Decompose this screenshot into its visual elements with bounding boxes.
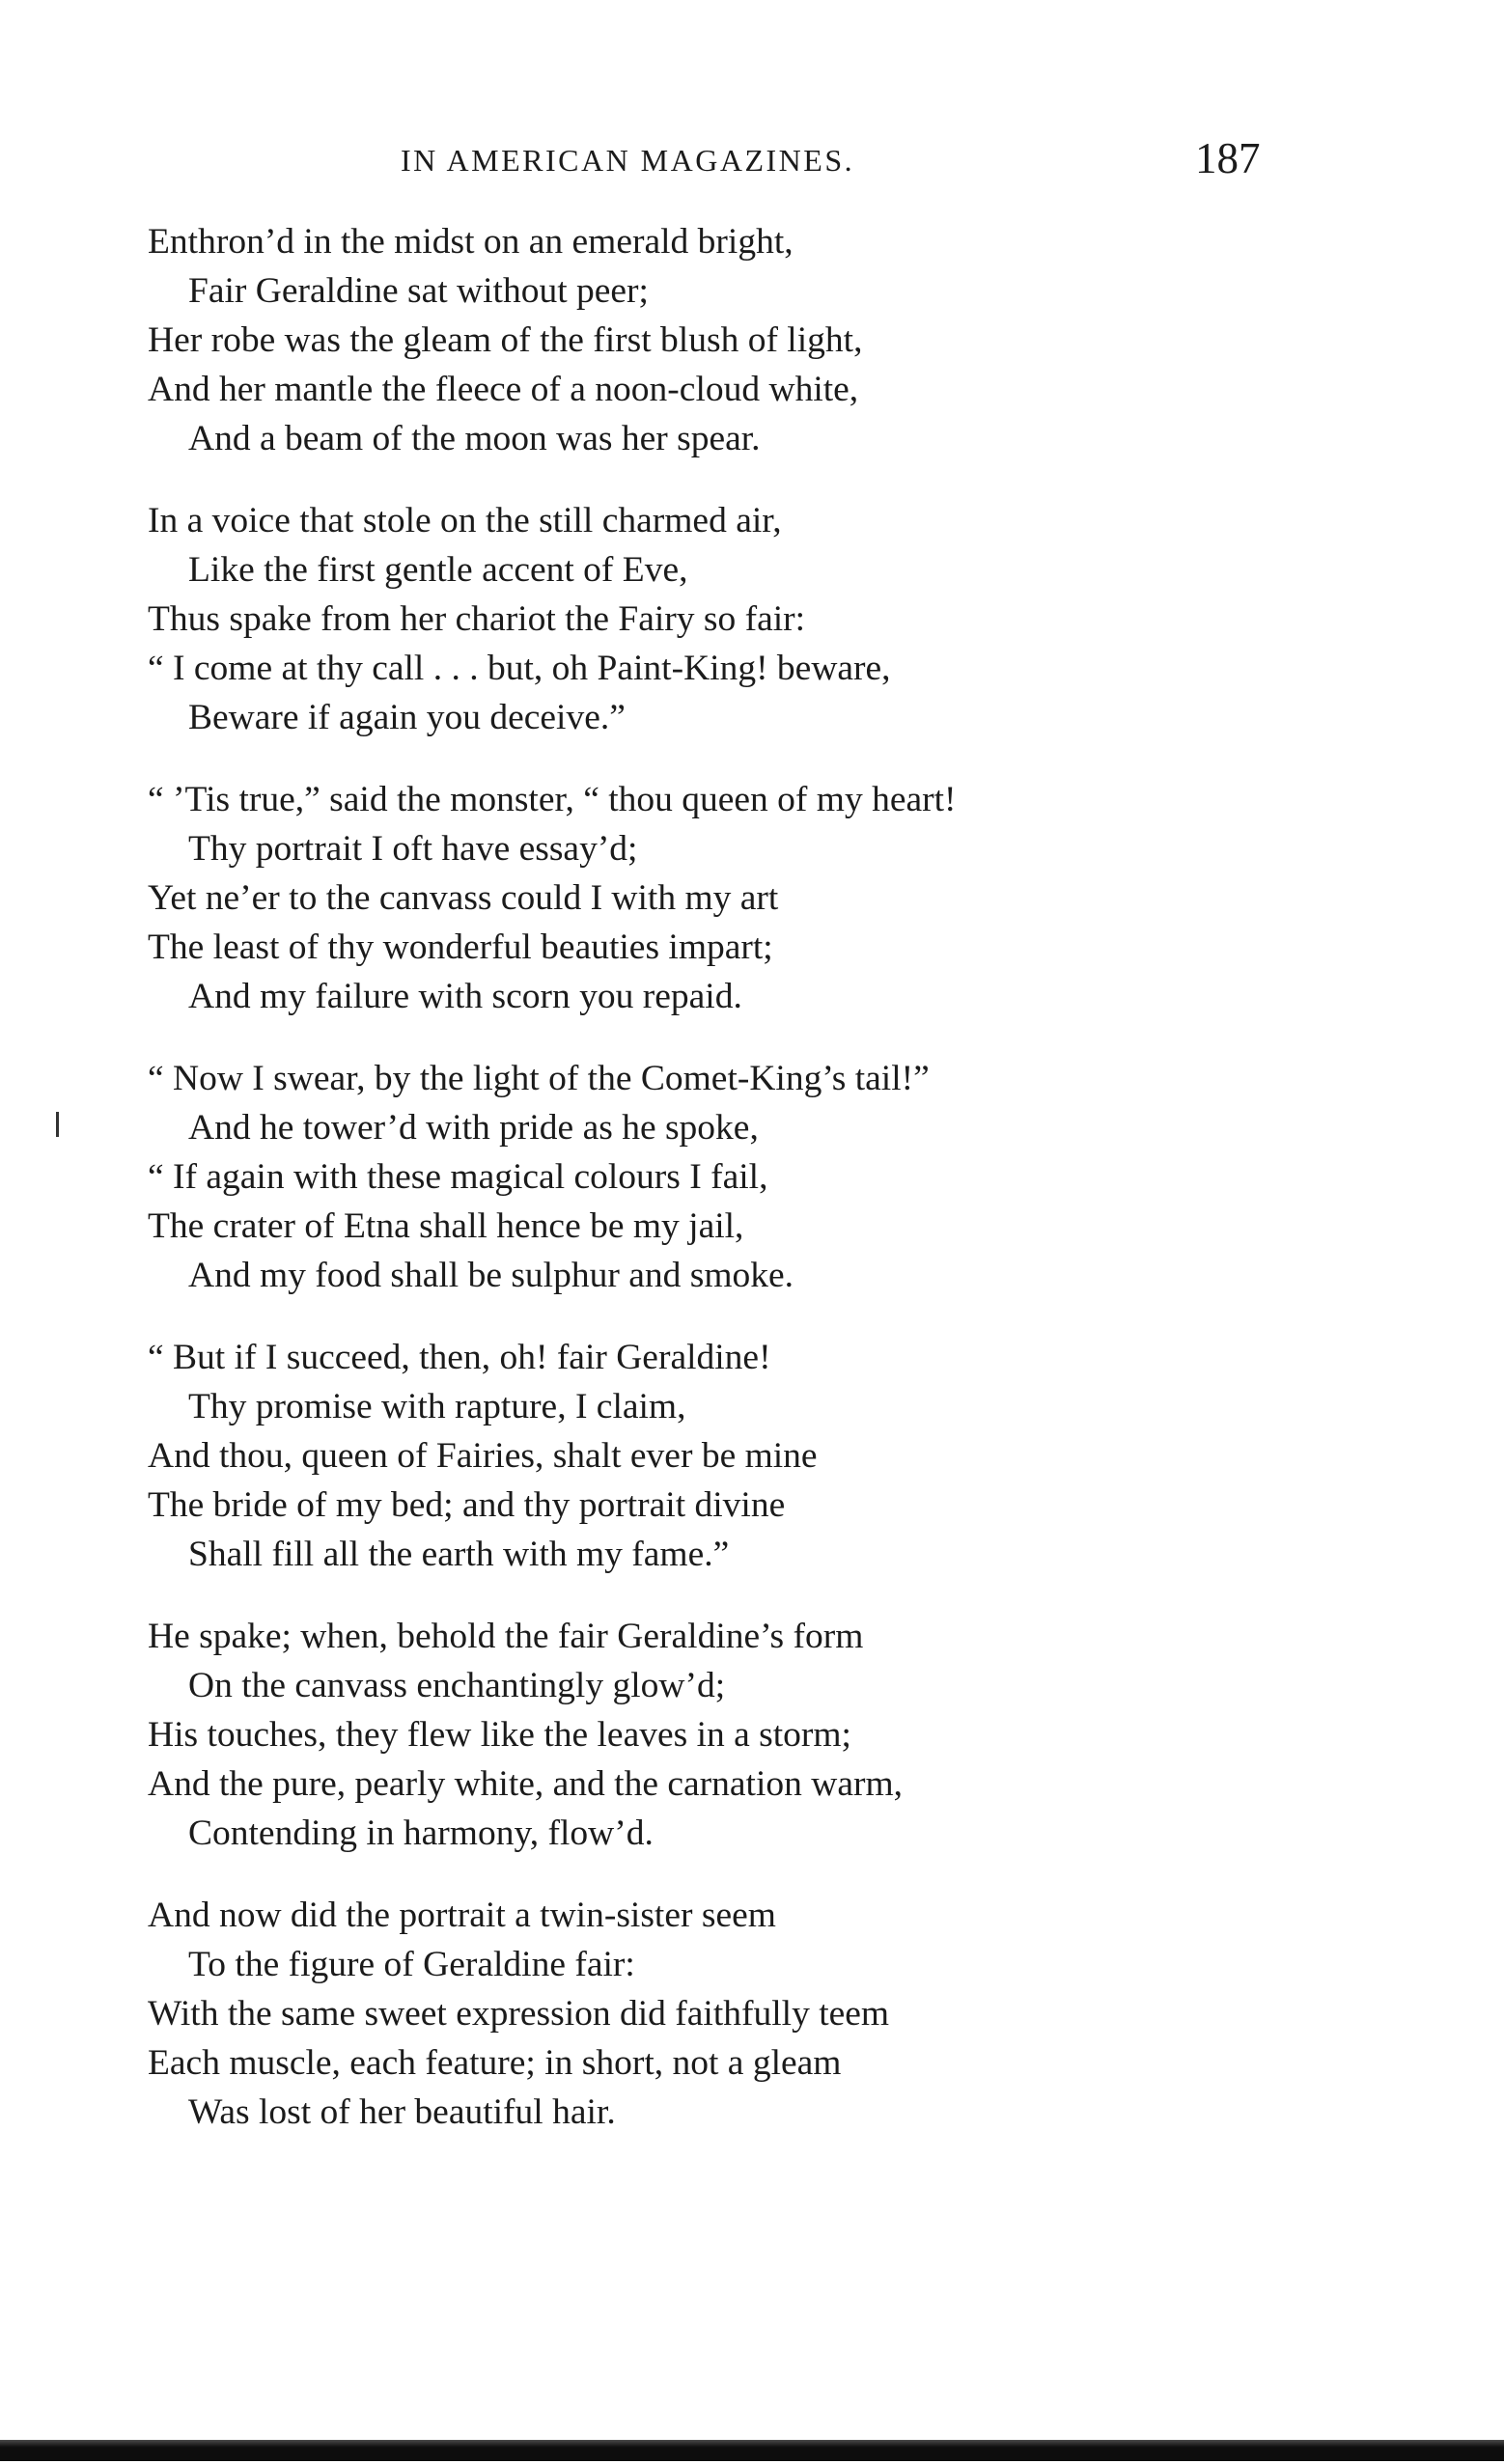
poem-line: “ ’Tis true,” said the monster, “ thou queen of my heart! [148,780,957,819]
poem-line: The crater of Etna shall hence be my jail, [148,1206,744,1246]
stanza [148,775,1287,1021]
poem-line: Fair Geraldine sat without peer; [188,271,649,311]
stanza [148,1054,1287,1300]
page-header [0,133,1504,191]
poem-line: And my failure with scorn you repaid. [188,977,742,1016]
poem-line: In a voice that stole on the still charmed air, [148,501,782,540]
poem-line: “ I come at thy call . . . but, oh Paint-King! beware, [148,649,891,688]
poem-line: And a beam of the moon was her spear. [188,419,761,458]
stanza [148,496,1287,742]
poem-line: The bride of my bed; and thy portrait divine [148,1485,786,1525]
poem-line: And her mantle the fleece of a noon-cloud white, [148,370,859,409]
poem-line: To the figure of Geraldine fair: [188,1945,635,1984]
poem-line: Shall fill all the earth with my fame.” [188,1535,730,1574]
poem-line: And he tower’d with pride as he spoke, [188,1108,759,1148]
poem-line: “ If again with these magical colours I fail, [148,1157,768,1197]
running-head: IN AMERICAN MAGAZINES. [401,143,855,178]
stanza [148,217,1287,463]
poem-line: “ But if I succeed, then, oh! fair Geraldine! [148,1338,771,1377]
poem-line: Thus spake from her chariot the Fairy so fair: [148,599,806,639]
poem-line: Thy promise with rapture, I claim, [188,1387,686,1426]
poem-line: His touches, they flew like the leaves in a storm; [148,1715,851,1755]
poem-line: Like the first gentle accent of Eve, [188,550,688,590]
poem-line: On the canvass enchantingly glow’d; [188,1666,726,1705]
poem-line: Beware if again you deceive.” [188,698,626,737]
stanza [148,1333,1287,1579]
poem-line: “ Now I swear, by the light of the Comet-King’s tail!” [148,1059,930,1098]
poem-line: And now did the portrait a twin-sister seem [148,1896,776,1935]
poem-line: Yet ne’er to the canvass could I with my art [148,878,779,918]
poem-line: Each muscle, each feature; in short, not a gleam [148,2043,842,2083]
poem-line: With the same sweet expression did faithfully teem [148,1994,890,2034]
stanza [148,1891,1287,2137]
poem-body [148,217,1287,2170]
poem-line: Thy portrait I oft have essay’d; [188,829,638,869]
stanza [148,1612,1287,1858]
poem-line: Enthron’d in the midst on an emerald bright, [148,222,794,262]
poem-line: And my food shall be sulphur and smoke. [188,1256,794,1295]
poem-line: He spake; when, behold the fair Geraldine’s form [148,1617,864,1656]
poem-line: Contending in harmony, flow’d. [188,1813,654,1853]
poem-line: And thou, queen of Fairies, shalt ever be mine [148,1436,818,1476]
margin-mark [56,1112,59,1137]
bottom-edge-rule [0,2440,1504,2461]
page-number: 187 [1195,134,1261,182]
poem-line: Her robe was the gleam of the first blush of light, [148,320,863,360]
poem-line: The least of thy wonderful beauties impart; [148,927,773,967]
poem-line: And the pure, pearly white, and the carnation warm, [148,1764,904,1804]
poem-line: Was lost of her beautiful hair. [188,2092,616,2132]
